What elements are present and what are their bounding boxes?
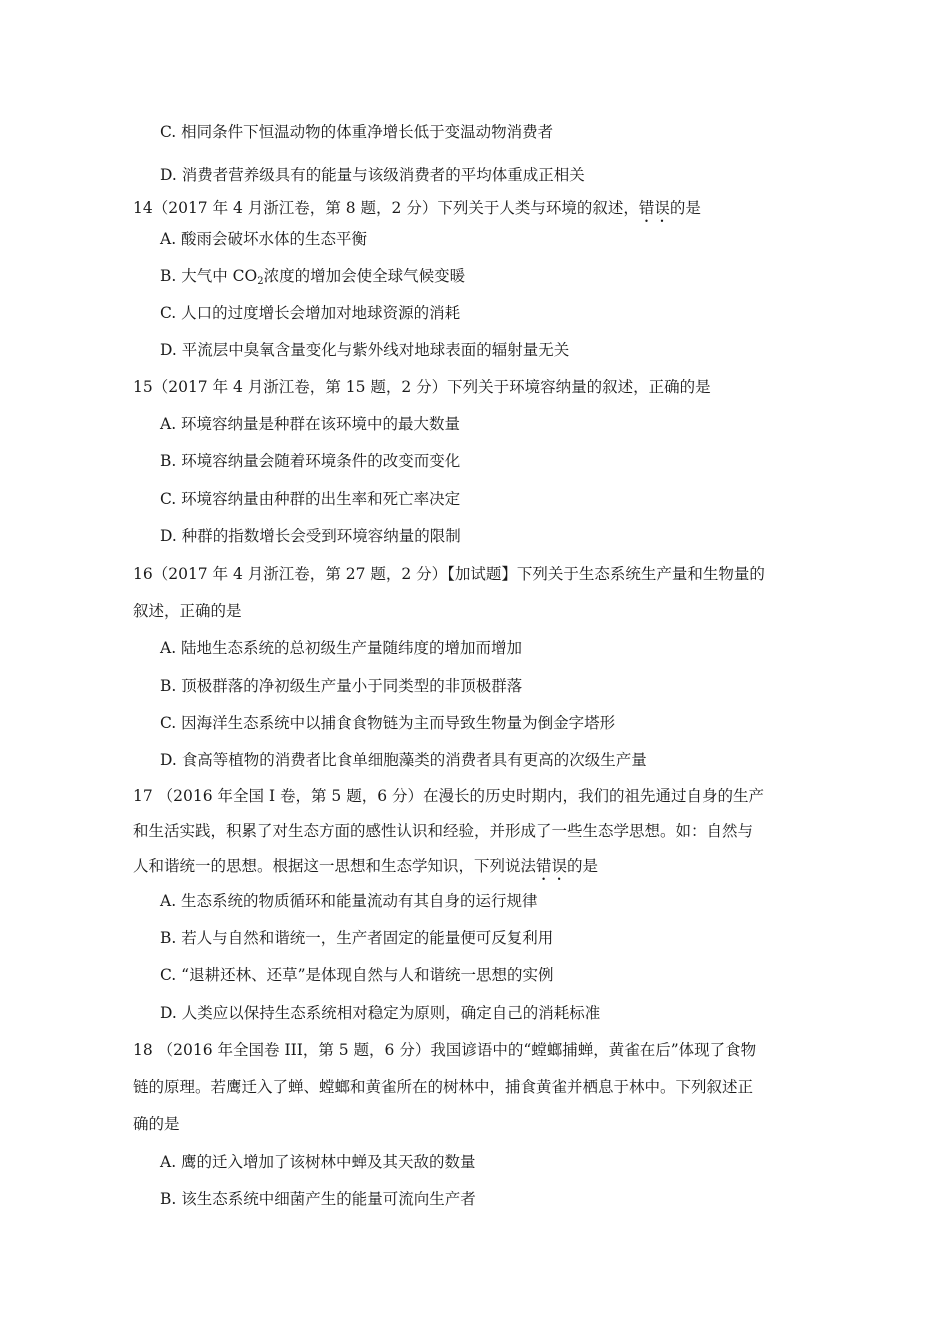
q16-stem-line2: 叙述，正确的是 <box>133 602 242 620</box>
q13-option-c: C. 相同条件下恒温动物的体重净增长低于变温动物消费者 <box>160 123 554 141</box>
q17-option-b: B. 若人与自然和谐统一，生产者固定的能量便可反复利用 <box>160 929 554 947</box>
q16-option-c: C. 因海洋生态系统中以捕食食物链为主而导致生物量为倒金字塔形 <box>160 714 616 732</box>
q13-option-d: D. 消费者营养级具有的能量与该级消费者的平均体重成正相关 <box>160 166 585 184</box>
q15-option-a: A. 环境容纳量是种群在该环境中的最大数量 <box>160 415 461 433</box>
q16-option-b: B. 顶极群落的净初级生产量小于同类型的非顶极群落 <box>160 677 523 695</box>
q15-stem: 15（2017 年 4 月浙江卷，第 15 题，2 分）下列关于环境容纳量的叙述，正确的是 <box>133 378 711 396</box>
q17-stem-line1: 17 （2016 年全国 I 卷，第 5 题，6 分）在漫长的历史时期内，我们的祖先通过自身的生产 <box>133 787 765 805</box>
q17-option-a: A. 生态系统的物质循环和能量流动有其自身的运行规律 <box>160 892 538 910</box>
q16-option-d: D. 食高等植物的消费者比食单细胞藻类的消费者具有更高的次级生产量 <box>160 751 647 769</box>
q14-option-b: B. 大气中 $CO_2$浓度的增加会使全球气候变暖 <box>160 267 466 287</box>
q16-stem-line1: 16（2017 年 4 月浙江卷，第 27 题，2 分）【加试题】下列关于生态系统生产量和生物量的 <box>133 565 765 583</box>
q14-option-a: A. 酸雨会破坏水体的生态平衡 <box>160 230 368 248</box>
q15-option-c: C. 环境容纳量由种群的出生率和死亡率决定 <box>160 490 461 508</box>
q17-option-c: C. “退耕还林、还草”是体现自然与人和谐统一思想的实例 <box>160 966 554 984</box>
q18-stem-line1: 18 （2016 年全国卷 III，第 5 题，6 分）我国谚语中的“螳螂捕蝉，黄雀在后”体现了食物 <box>133 1041 757 1059</box>
q18-stem-line3: 确的是 <box>133 1115 180 1133</box>
q17-option-d: D. 人类应以保持生态系统相对稳定为原则，确定自己的消耗标准 <box>160 1004 601 1022</box>
q16-option-a: A. 陆地生态系统的总初级生产量随纬度的增加而增加 <box>160 639 523 657</box>
q15-option-b: B. 环境容纳量会随着环境条件的改变而变化 <box>160 452 461 470</box>
q14-option-c: C. 人口的过度增长会增加对地球资源的消耗 <box>160 304 461 322</box>
q18-option-b: B. 该生态系统中细菌产生的能量可流向生产者 <box>160 1190 476 1208</box>
q14-option-d: D. 平流层中臭氧含量变化与紫外线对地球表面的辐射量无关 <box>160 341 570 359</box>
q17-emphasis-wrong: 错误 <box>536 857 568 875</box>
q18-stem-line2: 链的原理。若鹰迁入了蝉、螳螂和黄雀所在的树林中，捕食黄雀并栖息于林中。下列叙述正 <box>133 1078 754 1096</box>
q15-option-d: D. 种群的指数增长会受到环境容纳量的限制 <box>160 527 461 545</box>
q17-stem-line2: 和生活实践，积累了对生态方面的感性认识和经验，并形成了一些生态学思想。如：自然与 <box>133 822 754 840</box>
q17-stem-line3: 人和谐统一的思想。根据这一思想和生态学知识，下列说法错误的是 <box>133 857 599 875</box>
q14-emphasis-wrong: 错误 <box>638 199 670 217</box>
q14-stem: 14（2017 年 4 月浙江卷，第 8 题，2 分）下列关于人类与环境的叙述，错误的是 <box>133 199 701 217</box>
q18-option-a: A. 鹰的迁入增加了该树林中蝉及其天敌的数量 <box>160 1153 476 1171</box>
